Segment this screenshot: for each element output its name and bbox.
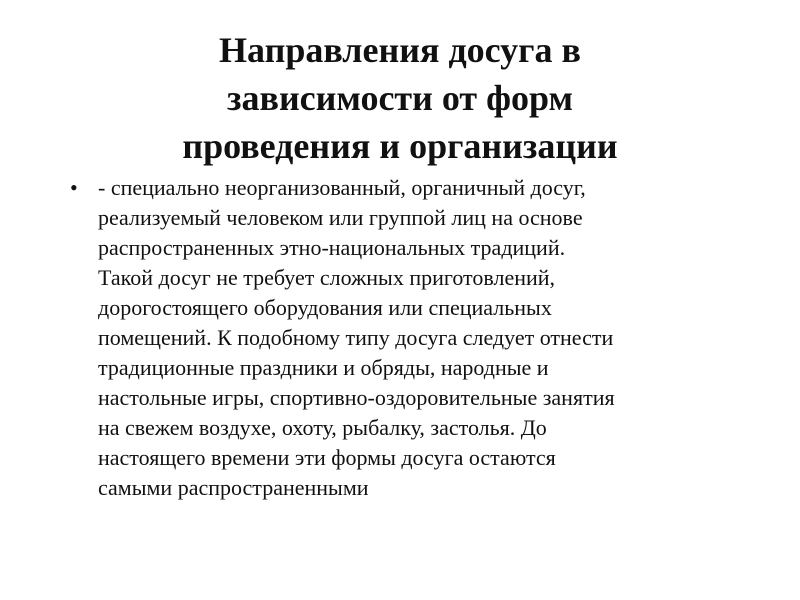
bullet-text-line: настольные игры, спортивно-оздоровительные занятия xyxy=(98,385,615,410)
slide-title xyxy=(80,26,720,170)
title-line: Направления досуга в xyxy=(219,30,581,70)
bullet-text-line: - специально неорганизованный, органичный досуг, xyxy=(98,175,586,200)
bullet-list xyxy=(70,173,750,503)
bullet-text-line: помещений. К подобному типу досуга следует отнести xyxy=(98,325,614,350)
bullet-text-line: Такой досуг не требует сложных приготовлений, xyxy=(98,265,556,290)
bullet-text-line: реализуемый человеком или группой лиц на основе xyxy=(98,205,583,230)
bullet-dot-icon: • xyxy=(70,175,78,200)
title-line: зависимости от форм xyxy=(227,78,573,118)
bullet-text-line: традиционные праздники и обряды, народные и xyxy=(98,355,549,380)
bullet-item xyxy=(70,173,750,503)
bullet-text-line: распространенных этно-национальных традиций. xyxy=(98,235,566,260)
bullet-text-line: дорогостоящего оборудования или специальных xyxy=(98,295,552,320)
title-line: проведения и организации xyxy=(182,126,618,166)
bullet-text-line: настоящего времени эти формы досуга остаются xyxy=(98,445,556,470)
bullet-text-line: на свежем воздухе, охоту, рыбалку, застолья. До xyxy=(98,415,547,440)
bullet-text-line: самыми распространенными xyxy=(98,475,369,500)
